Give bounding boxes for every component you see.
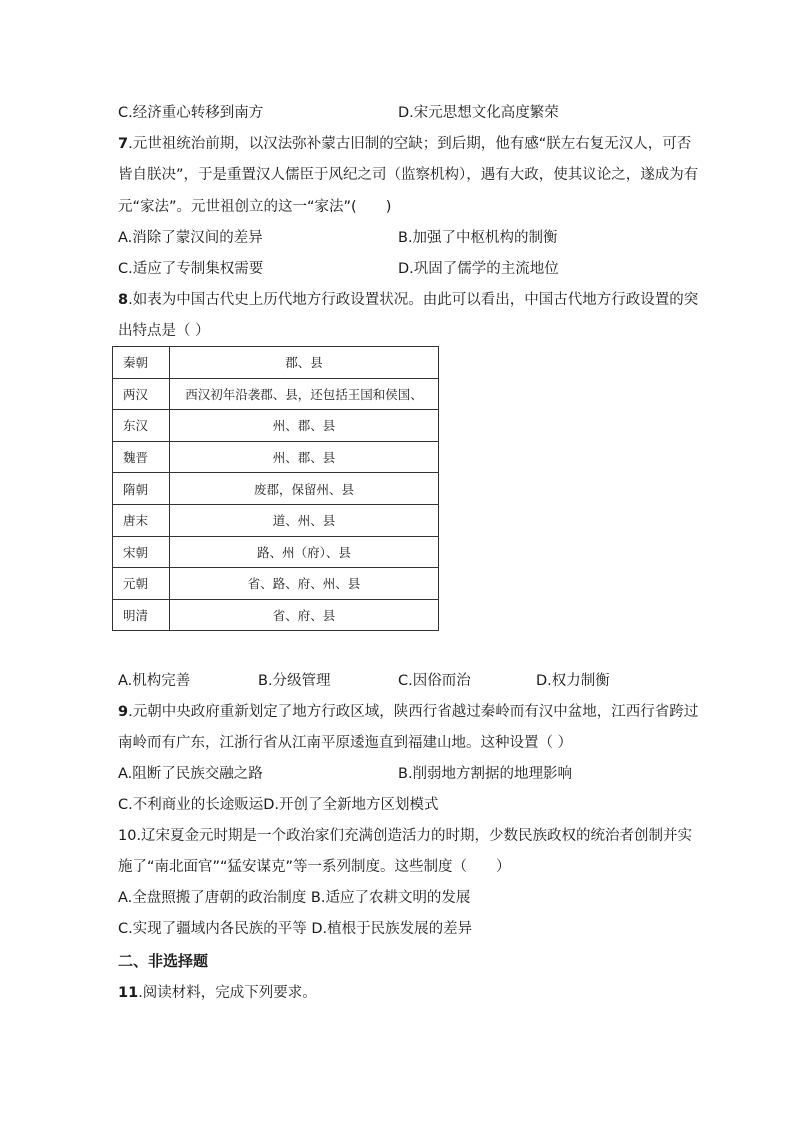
dynasty-cell: 唐末 — [113, 504, 170, 536]
divisions-cell: 州、郡、县 — [170, 410, 439, 442]
q9-line-1 — [118, 702, 698, 722]
q10-line-1: 10.辽宋夏金元时期是一个政治家们充满创造活力的时期，少数民族政权的统治者创制并实 — [118, 828, 693, 844]
q9-option-a: A.阻断了民族交融之路 — [118, 766, 263, 782]
q9-option-b: B.削弱地方割据的地理影响 — [398, 766, 573, 782]
table-row — [113, 536, 439, 568]
q7-line-3: 元“家法”。元世祖创立的这一“家法”( ) — [118, 199, 392, 215]
q8-line-2: 出特点是（ ） — [118, 323, 210, 339]
q7-line-1 — [118, 134, 691, 154]
divisions-cell: 郡、县 — [170, 347, 439, 379]
q7-line-2: 皆自朕决”，于是重置汉人儒臣于风纪之司（监察机构），遇有大政，使其议论之，遂成为有 — [118, 167, 699, 183]
table-row — [113, 599, 439, 631]
q8-option-c: C.因俗而治 — [398, 673, 471, 689]
table-row — [113, 347, 439, 379]
q8-text-1: .如表为中国古代史上历代地方行政设置状况。由此可以看出，中国古代地方行政设置的突 — [128, 292, 699, 308]
table-row — [113, 568, 439, 600]
divisions-cell: 道、州、县 — [170, 504, 439, 536]
divisions-cell: 路、州（府）、县 — [170, 536, 439, 568]
dynasty-cell: 两汉 — [113, 378, 170, 410]
dynasty-cell: 隋朝 — [113, 473, 170, 505]
q10-option-cd: C.实现了疆域内各民族的平等 D.植根于民族发展的差异 — [118, 921, 473, 937]
q8-option-a: A.机构完善 — [118, 673, 191, 689]
dynasty-cell: 元朝 — [113, 568, 170, 600]
section-heading: 二、非选择题 — [118, 952, 209, 970]
table-row — [113, 504, 439, 536]
q11-number: 11 — [118, 985, 139, 1001]
q7-text-1: .元世祖统治前期，以汉法弥补蒙古旧制的空缺；到后期，他有感“朕左右复无汉人，可否 — [128, 136, 692, 152]
q9-line-2: 南岭而有广东，江浙行省从江南平原逶迤直到福建山地。这种设置（ ） — [118, 735, 573, 751]
q7-option-b: B.加强了中枢机构的制衡 — [398, 230, 558, 246]
divisions-cell: 州、郡、县 — [170, 441, 439, 473]
q10-option-ab: A.全盘照搬了唐朝的政治制度 B.适应了农耕文明的发展 — [118, 890, 471, 906]
q7-option-a: A.消除了蒙汉间的差异 — [118, 230, 263, 246]
table-row — [113, 378, 439, 410]
dynasty-cell: 东汉 — [113, 410, 170, 442]
dynasty-cell: 魏晋 — [113, 441, 170, 473]
divisions-cell: 省、路、府、州、县 — [170, 568, 439, 600]
q8-option-b: B.分级管理 — [258, 673, 331, 689]
q7-option-c: C.适应了专制集权需要 — [118, 261, 264, 277]
q9-number: 9 — [118, 704, 129, 720]
admin-divisions-table — [112, 346, 439, 631]
q8-number: 8 — [118, 292, 129, 308]
q11-text: .阅读材料，完成下列要求。 — [138, 985, 317, 1001]
table-row — [113, 410, 439, 442]
q10-line-2: 施了“南北面官”“猛安谋克”等一系列制度。这些制度（ ） — [118, 859, 511, 875]
q7-number: 7 — [118, 136, 129, 152]
q8-line-1 — [118, 290, 698, 310]
q9-option-cd: C.不利商业的长途贩运D.开创了全新地方区划模式 — [118, 797, 439, 813]
q11-line — [118, 983, 317, 1003]
q7-option-d: D.巩固了儒学的主流地位 — [398, 261, 559, 277]
q9-text-1: .元朝中央政府重新划定了地方行政区域，陕西行省越过秦岭而有汉中盆地，江西行省跨过 — [128, 704, 699, 720]
table-row — [113, 441, 439, 473]
q6-option-c: C.经济重心转移到南方 — [118, 105, 264, 121]
q6-option-d: D.宋元思想文化高度繁荣 — [398, 105, 559, 121]
dynasty-cell: 秦朝 — [113, 347, 170, 379]
dynasty-cell: 宋朝 — [113, 536, 170, 568]
q8-option-d: D.权力制衡 — [536, 673, 610, 689]
dynasty-cell: 明清 — [113, 599, 170, 631]
table-row — [113, 473, 439, 505]
divisions-cell: 西汉初年沿袭郡、县，还包括王国和侯国、 — [170, 378, 439, 410]
divisions-cell: 省、府、县 — [170, 599, 439, 631]
divisions-cell: 废郡，保留州、县 — [170, 473, 439, 505]
